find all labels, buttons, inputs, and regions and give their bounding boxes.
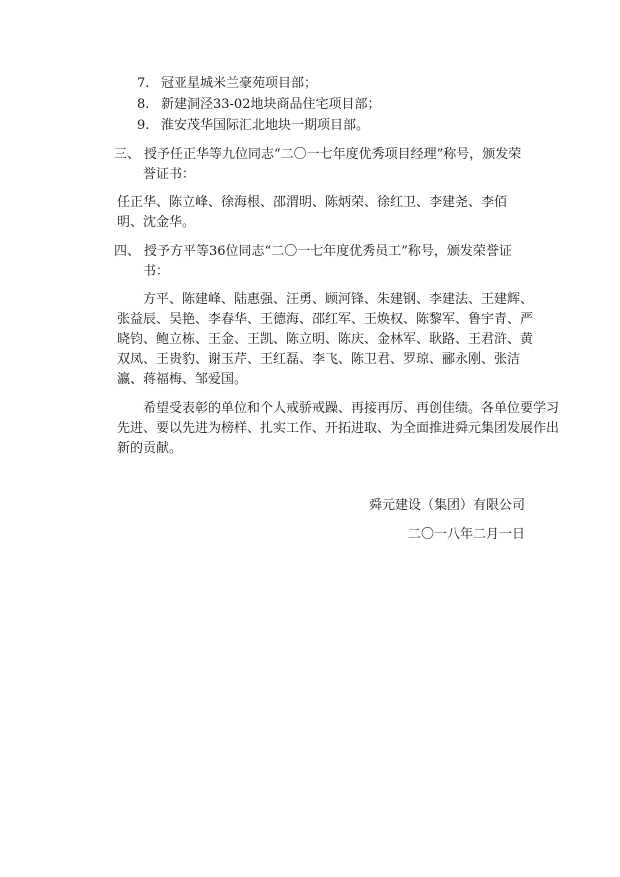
section-three-names: 任正华、陈立峰、徐海根、邵渭明、陈炳荣、徐红卫、李建尧、李佰	[117, 195, 508, 210]
project-number: 7.	[137, 76, 150, 91]
closing-paragraph-line: 希望受表彰的单位和个人戒骄戒躁、再接再厉、再创佳绩。各单位要学习	[143, 401, 560, 416]
project-item	[137, 75, 317, 93]
section-number: 四、	[114, 244, 141, 259]
signature-date: 二〇一八年二月一日	[407, 527, 525, 542]
signature-company: 舜元建设（集团）有限公司	[368, 498, 525, 513]
section-four-names: 瀛、蒋福梅、邹爱国。	[117, 372, 248, 387]
closing-paragraph-line: 先进、要以先进为榜样、扎实工作、开拓进取、为全面推进舜元集团发展作出	[117, 421, 560, 436]
section-number: 三、	[114, 147, 141, 162]
section-four-names: 张益辰、吴艳、李春华、王德海、邵红军、王焕权、陈黎军、鲁宇青、严	[117, 312, 534, 327]
project-text: 冠亚星城米兰豪苑项目部；	[161, 76, 318, 91]
section-four-names: 晓钧、鲍立栋、王金、王凯、陈立明、陈庆、金林军、耿路、王君浒、黄	[117, 332, 534, 347]
section-four-continuation: 书：	[143, 264, 170, 279]
section-three-continuation: 誉证书：	[143, 167, 196, 182]
section-three-heading	[114, 146, 521, 164]
section-four-names: 方平、陈建峰、陆惠强、汪勇、顾河锋、朱建钢、李建法、王建辉、	[143, 292, 534, 307]
project-item	[137, 96, 380, 114]
section-four-names: 双凤、王贵豹、谢玉芹、王红磊、李飞、陈卫君、罗琼、郦永刚、张洁	[117, 352, 521, 367]
section-text: 授予任正华等九位同志“二〇一七年度优秀项目经理”称号，颁发荣	[144, 147, 522, 162]
section-four-heading	[114, 243, 512, 261]
project-item	[137, 117, 369, 135]
project-text: 新建洞泾33-02地块商品住宅项目部；	[161, 97, 381, 112]
project-number: 8.	[137, 97, 150, 112]
section-three-names: 明、沈金华。	[117, 215, 196, 230]
closing-paragraph-line: 新的贡献。	[117, 441, 183, 456]
project-text: 淮安茂华国际汇北地块一期项目部。	[161, 118, 370, 133]
section-text: 授予方平等36位同志“二〇一七年度优秀员工”称号，颁发荣誉证	[144, 244, 512, 259]
project-number: 9.	[137, 118, 150, 133]
